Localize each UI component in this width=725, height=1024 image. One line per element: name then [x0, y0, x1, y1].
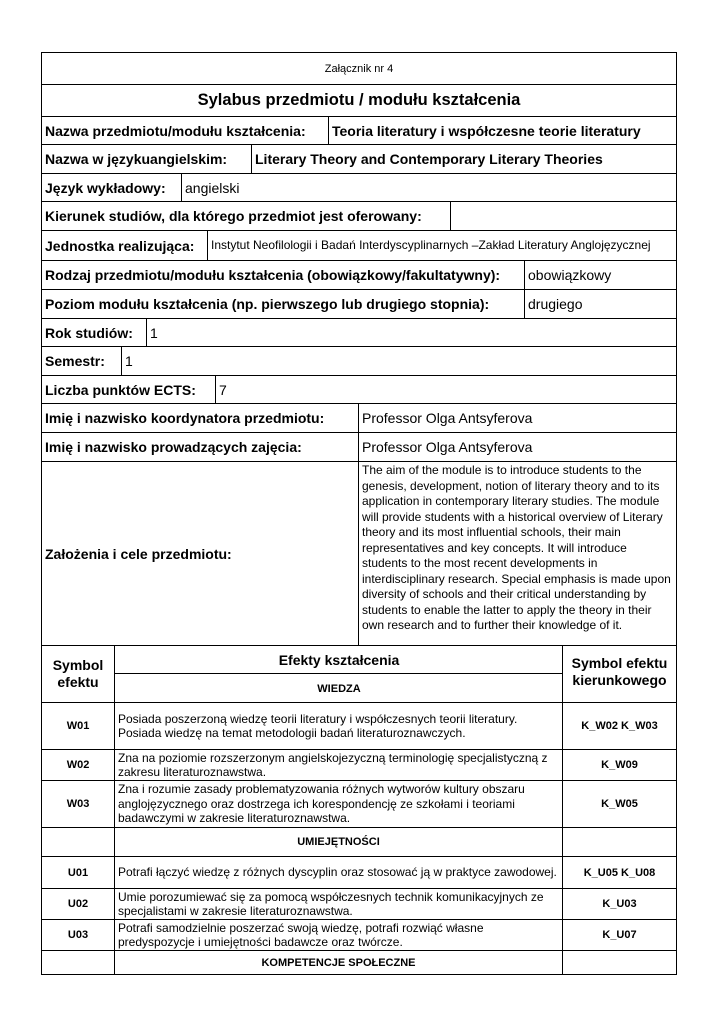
english-name-label: Nazwa w językuangielskim:	[45, 151, 228, 167]
outcome-code: K_U03	[562, 889, 676, 919]
title-row	[42, 85, 676, 117]
aims-label: Założenia i cele przedmiotu:	[45, 545, 232, 562]
outcome-symbol: W01	[66, 720, 90, 732]
level-value: drugiego	[524, 290, 676, 318]
table-row	[42, 889, 676, 920]
outcomes-header	[42, 646, 676, 703]
col-symbol-header: Symbol efektu	[52, 657, 104, 690]
annex-row	[42, 53, 676, 85]
unit-value: Instytut Neofilologii i Badań Interdyscyplinarnych –Zakład Literatury Anglojęzycznej	[207, 231, 676, 260]
semester-value: 1	[121, 347, 676, 375]
type-label: Rodzaj przedmiotu/modułu kształcenia (obowiązkowy/fakultatywny):	[45, 267, 501, 283]
section-title-kompetencje: KOMPETENCJE SPOŁECZNE	[114, 951, 562, 974]
direction-label: Kierunek studiów, dla którego przedmiot jest oferowany:	[45, 208, 422, 224]
outcome-text: Potrafi samodzielnie poszerzać swoją wiedzę, potrafi rozwiąć własne predyspozycje i umiejętności badawcze oraz twórcze.	[114, 920, 562, 950]
outcome-code: K_U05 K_U08	[562, 857, 676, 888]
ects-label: Liczba punktów ECTS:	[45, 381, 196, 398]
unit-row	[42, 231, 676, 261]
language-label: Język wykładowy:	[45, 179, 166, 196]
outcome-code: K_U07	[562, 920, 676, 950]
direction-row	[42, 202, 676, 231]
teachers-label: Imię i nazwisko prowadzących zajęcia:	[45, 439, 302, 455]
outcome-text: Zna na poziomie rozszerzonym angielskojezyczną terminologię specjalistyczną z zakresu literaturoznawstwa.	[114, 750, 562, 780]
english-name-row	[42, 145, 676, 174]
coordinator-row	[42, 404, 676, 433]
ects-row	[42, 376, 676, 404]
table-row	[42, 857, 676, 889]
type-row	[42, 261, 676, 290]
year-value: 1	[146, 319, 676, 346]
year-label: Rok studiów:	[45, 324, 133, 341]
syllabus-table	[41, 52, 677, 975]
coordinator-value: Professor Olga Antsyferova	[358, 404, 676, 432]
table-row	[42, 920, 676, 951]
coordinator-label: Imię i nazwisko koordynatora przedmiotu:	[45, 410, 325, 426]
outcome-symbol: W03	[66, 798, 90, 810]
unit-label: Jednostka realizująca:	[45, 237, 195, 254]
year-row	[42, 319, 676, 347]
annex-label: Załącznik nr 4	[324, 62, 394, 75]
type-value: obowiązkowy	[524, 261, 676, 289]
teachers-value: Professor Olga Antsyferova	[358, 433, 676, 461]
semester-row	[42, 347, 676, 376]
outcome-text: Posiada poszerzoną wiedzę teorii literatury i współczesnych teorii literatury. Posiada wiedzę na temat metodologii badań literaturoznawczych.	[114, 703, 562, 749]
table-row	[42, 750, 676, 781]
section-title-wiedza: WIEDZA	[317, 682, 361, 695]
outcome-symbol: U02	[67, 898, 89, 910]
section-row	[42, 828, 676, 857]
outcome-symbol: U03	[67, 929, 89, 941]
level-row	[42, 290, 676, 319]
col-effects-header: Efekty kształcenia	[115, 646, 563, 674]
course-name-value: Teoria literatury i współczesne teorie literatury	[328, 117, 676, 144]
outcome-text: Umie porozumiewać się za pomocą współczesnych technik komunikacyjnych ze specjalistami w zakresie literaturoznawstwa.	[114, 889, 562, 919]
course-name-row	[42, 117, 676, 145]
section-title-umiejetnosci: UMIEJĘTNOŚCI	[114, 828, 562, 856]
outcome-symbol: W02	[66, 759, 90, 771]
outcome-text: Potrafi łączyć wiedzę z różnych dyscyplin oraz stosować ją w praktyce zawodowej.	[114, 857, 562, 888]
level-label: Poziom modułu kształcenia (np. pierwszego lub drugiego stopnia):	[45, 296, 490, 312]
outcome-code: K_W02 K_W03	[562, 703, 676, 749]
aims-value: The aim of the module is to introduce students to the genesis, development, notion of literary theory and to its application in contemporary literary studies. The module will provide students with a historical overview of Literary theory and its most influential schools, their main representatives and key concepts. It will introduce students to the most recent developments in interdisciplinary research. Special emphasis is made upon diversity of schools and their critical understanding by students to enable the latter to apply the theory in their own research and to further their knowledge of it.	[358, 462, 676, 645]
ects-value: 7	[215, 376, 676, 403]
course-name-label: Nazwa przedmiotu/modułu kształcenia:	[45, 122, 306, 139]
direction-value	[450, 202, 676, 230]
teachers-row	[42, 433, 676, 462]
section-row	[42, 951, 676, 974]
semester-label: Semestr:	[45, 353, 105, 369]
page-title: Sylabus przedmiotu / modułu kształcenia	[197, 91, 521, 109]
language-value: angielski	[181, 174, 676, 201]
language-row	[42, 174, 676, 202]
effects-header-group	[114, 646, 562, 702]
table-row	[42, 703, 676, 750]
outcome-symbol: U01	[67, 866, 89, 879]
table-row	[42, 781, 676, 828]
outcome-text: Zna i rozumie zasady problematyzowania różnych wytworów kultury obszaru anglojęzycznego oraz dostrzega ich korespondencję ze szkołami i teoriami badawczymi w zakresie literaturoznawstwa.	[114, 781, 562, 827]
english-name-value: Literary Theory and Contemporary Literary Theories	[251, 145, 676, 173]
outcome-code: K_W09	[562, 750, 676, 780]
aims-row	[42, 462, 676, 646]
outcome-code: K_W05	[562, 781, 676, 827]
col-direction-symbol-header: Symbol efektu kierunkowego	[562, 646, 676, 702]
